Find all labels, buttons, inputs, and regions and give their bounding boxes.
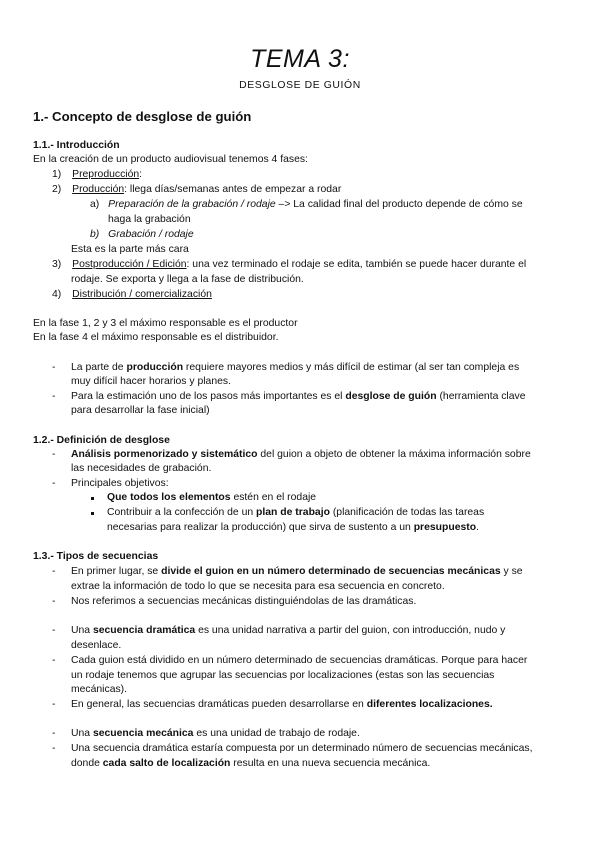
bullet-continuation: mecánicas).	[71, 684, 128, 695]
bullet-bold: producción	[126, 362, 184, 373]
bullet-item: Nos referimos a secuencias mecánicas distinguiéndolas de las dramáticas.	[71, 596, 417, 607]
bullet-continuation: desenlace.	[71, 640, 122, 651]
bullet-item	[71, 624, 505, 638]
phase-continuation: rodaje. Se exporta y llega a la fase de distribución.	[71, 274, 304, 285]
bullet-item	[71, 361, 519, 375]
intro-lead: En la creación de un producto audiovisual tenemos 4 fases:	[33, 154, 308, 165]
bullet-text: es una unidad de trabajo de rodaje.	[193, 728, 360, 739]
bullet-text: del guion a objeto de obtener la máxima información sobre	[257, 449, 531, 460]
bullet-item	[71, 698, 493, 712]
phase-label: Postproducción / Edición	[72, 259, 187, 270]
bullet-item	[71, 727, 360, 741]
bullet-item	[71, 565, 523, 579]
bullet-item	[71, 448, 531, 462]
bullet-item: Una secuencia dramática estaría compuesta por un determinado número de secuencias mecánicas,	[71, 743, 533, 754]
dash-bullet-icon: -	[52, 362, 56, 373]
square-bullet-icon	[91, 512, 94, 515]
bullet-text: es una unidad narrativa a partir del guion, con introducción, nudo y	[195, 625, 506, 636]
dash-bullet-icon: -	[52, 478, 56, 489]
bullet-continuation	[71, 757, 430, 771]
phase-label: Producción	[72, 184, 125, 195]
dash-bullet-icon: -	[52, 743, 56, 754]
bullet-text: En general, las secuencias dramáticas pueden desarrollarse en	[71, 699, 367, 710]
subphase-text: –> La calidad final del producto depende de cómo se	[275, 199, 523, 210]
dash-bullet-icon: -	[52, 655, 56, 666]
bullet-continuation: extrae la información de todo lo que se necesita para esa secuencia en concreto.	[71, 581, 445, 592]
bullet-text: Una	[71, 728, 93, 739]
subphase-item	[90, 198, 523, 212]
bullet-bold: presupuesto	[413, 522, 477, 533]
dash-bullet-icon: -	[52, 596, 56, 607]
bullet-bold: divide el guion en un número determinado de secuencias mecánicas	[161, 566, 501, 577]
sub-bullet-item	[107, 506, 484, 520]
phase-item	[52, 288, 212, 302]
bullet-continuation: las necesidades de grabación.	[71, 463, 212, 474]
bullet-text: Contribuir a la confección de un	[107, 507, 257, 518]
bullet-bold: desglose de guión	[345, 391, 437, 402]
section-heading: 1.- Concepto de desglose de guión	[33, 109, 252, 124]
phase-number: 3)	[52, 259, 62, 270]
subphase-label: Grabación / rodaje	[108, 229, 194, 240]
bullet-bold: Que todos los elementos	[107, 492, 231, 503]
phase-number: 4)	[52, 289, 62, 300]
bullet-text: Para la estimación uno de los pasos más importantes es el	[71, 391, 346, 402]
dash-bullet-icon: -	[52, 728, 56, 739]
phase-text: :	[139, 169, 143, 180]
bullet-bold: secuencia mecánica	[92, 728, 194, 739]
phase-label: Distribución / comercialización	[72, 289, 212, 300]
bullet-text: donde	[71, 758, 103, 769]
bullet-text: (planificación de todas las tareas	[329, 507, 485, 518]
bullet-continuation: muy difícil hacer horarios y planes.	[71, 376, 231, 387]
subphase-continuation: haga la grabación	[108, 214, 191, 225]
square-bullet-icon	[91, 497, 94, 500]
subphase-letter: b)	[90, 229, 100, 240]
bullet-text: necesarias para realizar la producción) que sirva de sustento a un	[107, 522, 414, 533]
phase-number: 2)	[52, 184, 62, 195]
page-subtitle: DESGLOSE DE GUIÓN	[239, 80, 361, 91]
bullet-bold: plan de trabajo	[256, 507, 330, 518]
bullet-continuation: para desarrollar la fase inicial)	[71, 405, 210, 416]
bullet-bold: diferentes localizaciones.	[366, 699, 493, 710]
subsection-heading-types: 1.3.- Tipos de secuencias	[33, 551, 159, 562]
bullet-text: resulta en una nueva secuencia mecánica.	[230, 758, 431, 769]
bullet-continuation: un rodaje tenemos que agrupar las secuencias por localizaciones (estas son las secuencias	[71, 670, 495, 681]
fase-line: En la fase 1, 2 y 3 el máximo responsable es el productor	[33, 318, 298, 329]
dash-bullet-icon: -	[52, 625, 56, 636]
bullet-text: Una	[71, 625, 93, 636]
phase-text: : una vez terminado el rodaje se edita, también se puede hacer durante el	[186, 259, 527, 270]
bullet-text: En primer lugar, se	[71, 566, 162, 577]
bullet-text: .	[476, 522, 479, 533]
phase-item	[52, 183, 341, 197]
dash-bullet-icon: -	[52, 566, 56, 577]
subphase-label: Preparación de la grabación / rodaje	[108, 199, 276, 210]
bullet-text: requiere mayores medios y más difícil de estimar (al ser tan compleja es	[183, 362, 520, 373]
dash-bullet-icon: -	[52, 391, 56, 402]
bullet-bold: Análisis pormenorizado y sistemático	[71, 449, 258, 460]
bullet-text: (herramienta clave	[436, 391, 526, 402]
phase-item	[52, 258, 526, 272]
bullet-text: y se	[500, 566, 523, 577]
phase-number: 1)	[52, 169, 62, 180]
phase-label: Preproducción	[72, 169, 140, 180]
bullet-text: La parte de	[71, 362, 127, 373]
subsection-heading-definition: 1.2.- Definición de desglose	[33, 435, 170, 446]
bullet-item: Cada guion está dividido en un número determinado de secuencias dramáticas. Porque para hacer	[71, 655, 528, 666]
subphase-letter: a)	[90, 199, 100, 210]
fase-line: En la fase 4 el máximo responsable es el distribuidor.	[33, 332, 279, 343]
phase-text: : llega días/semanas antes de empezar a rodar	[124, 184, 342, 195]
bullet-item: Principales objetivos:	[71, 478, 169, 489]
bullet-text: estén en el rodaje	[230, 492, 317, 503]
subphase-item	[90, 228, 194, 242]
bullet-bold: secuencia dramática	[92, 625, 196, 636]
subsection-heading-intro: 1.1.- Introducción	[33, 140, 120, 151]
sub-bullet-continuation	[107, 521, 479, 535]
sub-bullet-item	[107, 491, 316, 505]
bullet-bold: cada salto de localización	[102, 758, 231, 769]
phase-item	[52, 168, 142, 182]
dash-bullet-icon: -	[52, 699, 56, 710]
page-title: TEMA 3:	[250, 45, 350, 73]
production-note: Esta es la parte más cara	[71, 244, 189, 255]
bullet-item	[71, 390, 526, 404]
dash-bullet-icon: -	[52, 449, 56, 460]
